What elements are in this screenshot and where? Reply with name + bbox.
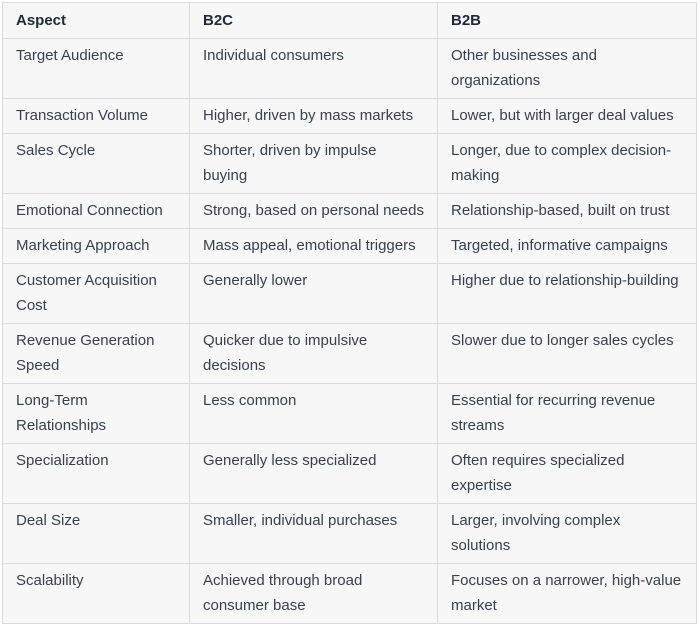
cell-b2b: Relationship-based, built on trust <box>438 194 697 229</box>
cell-b2b: Targeted, informative campaigns <box>438 229 697 264</box>
table-row <box>3 504 697 564</box>
table-row <box>3 194 697 229</box>
cell-b2c: Shorter, driven by impulse buying <box>190 134 438 194</box>
table-row <box>3 444 697 504</box>
comparison-table-container <box>2 2 696 624</box>
cell-b2b: Larger, involving complex solutions <box>438 504 697 564</box>
cell-b2c: Achieved through broad consumer base <box>190 564 438 624</box>
table-row <box>3 324 697 384</box>
table-row <box>3 264 697 324</box>
cell-b2b: Focuses on a narrower, high-value market <box>438 564 697 624</box>
table-header <box>3 3 697 39</box>
cell-b2c: Quicker due to impulsive decisions <box>190 324 438 384</box>
cell-b2b: Higher due to relationship-building <box>438 264 697 324</box>
table-row <box>3 229 697 264</box>
table-row <box>3 564 697 624</box>
cell-aspect: Scalability <box>3 564 190 624</box>
cell-aspect: Specialization <box>3 444 190 504</box>
cell-aspect: Emotional Connection <box>3 194 190 229</box>
comparison-table <box>2 2 697 624</box>
cell-b2c: Mass appeal, emotional triggers <box>190 229 438 264</box>
cell-aspect: Revenue Generation Speed <box>3 324 190 384</box>
cell-b2c: Generally lower <box>190 264 438 324</box>
table-row <box>3 134 697 194</box>
cell-b2b: Often requires specialized expertise <box>438 444 697 504</box>
table-row <box>3 384 697 444</box>
cell-aspect: Transaction Volume <box>3 99 190 134</box>
cell-aspect: Marketing Approach <box>3 229 190 264</box>
table-row <box>3 39 697 99</box>
cell-b2c: Generally less specialized <box>190 444 438 504</box>
cell-b2b: Essential for recurring revenue streams <box>438 384 697 444</box>
cell-b2c: Less common <box>190 384 438 444</box>
table-row <box>3 99 697 134</box>
cell-b2c: Smaller, individual purchases <box>190 504 438 564</box>
cell-b2c: Individual consumers <box>190 39 438 99</box>
header-aspect: Aspect <box>3 3 190 39</box>
cell-b2b: Other businesses and organizations <box>438 39 697 99</box>
cell-aspect: Deal Size <box>3 504 190 564</box>
table-body <box>3 39 697 624</box>
cell-b2c: Higher, driven by mass markets <box>190 99 438 134</box>
cell-aspect: Customer Acquisition Cost <box>3 264 190 324</box>
cell-aspect: Sales Cycle <box>3 134 190 194</box>
header-row <box>3 3 697 39</box>
cell-aspect: Long-Term Relationships <box>3 384 190 444</box>
cell-b2b: Longer, due to complex decision-making <box>438 134 697 194</box>
cell-b2b: Lower, but with larger deal values <box>438 99 697 134</box>
cell-b2b: Slower due to longer sales cycles <box>438 324 697 384</box>
cell-aspect: Target Audience <box>3 39 190 99</box>
cell-b2c: Strong, based on personal needs <box>190 194 438 229</box>
header-b2b: B2B <box>438 3 697 39</box>
header-b2c: B2C <box>190 3 438 39</box>
